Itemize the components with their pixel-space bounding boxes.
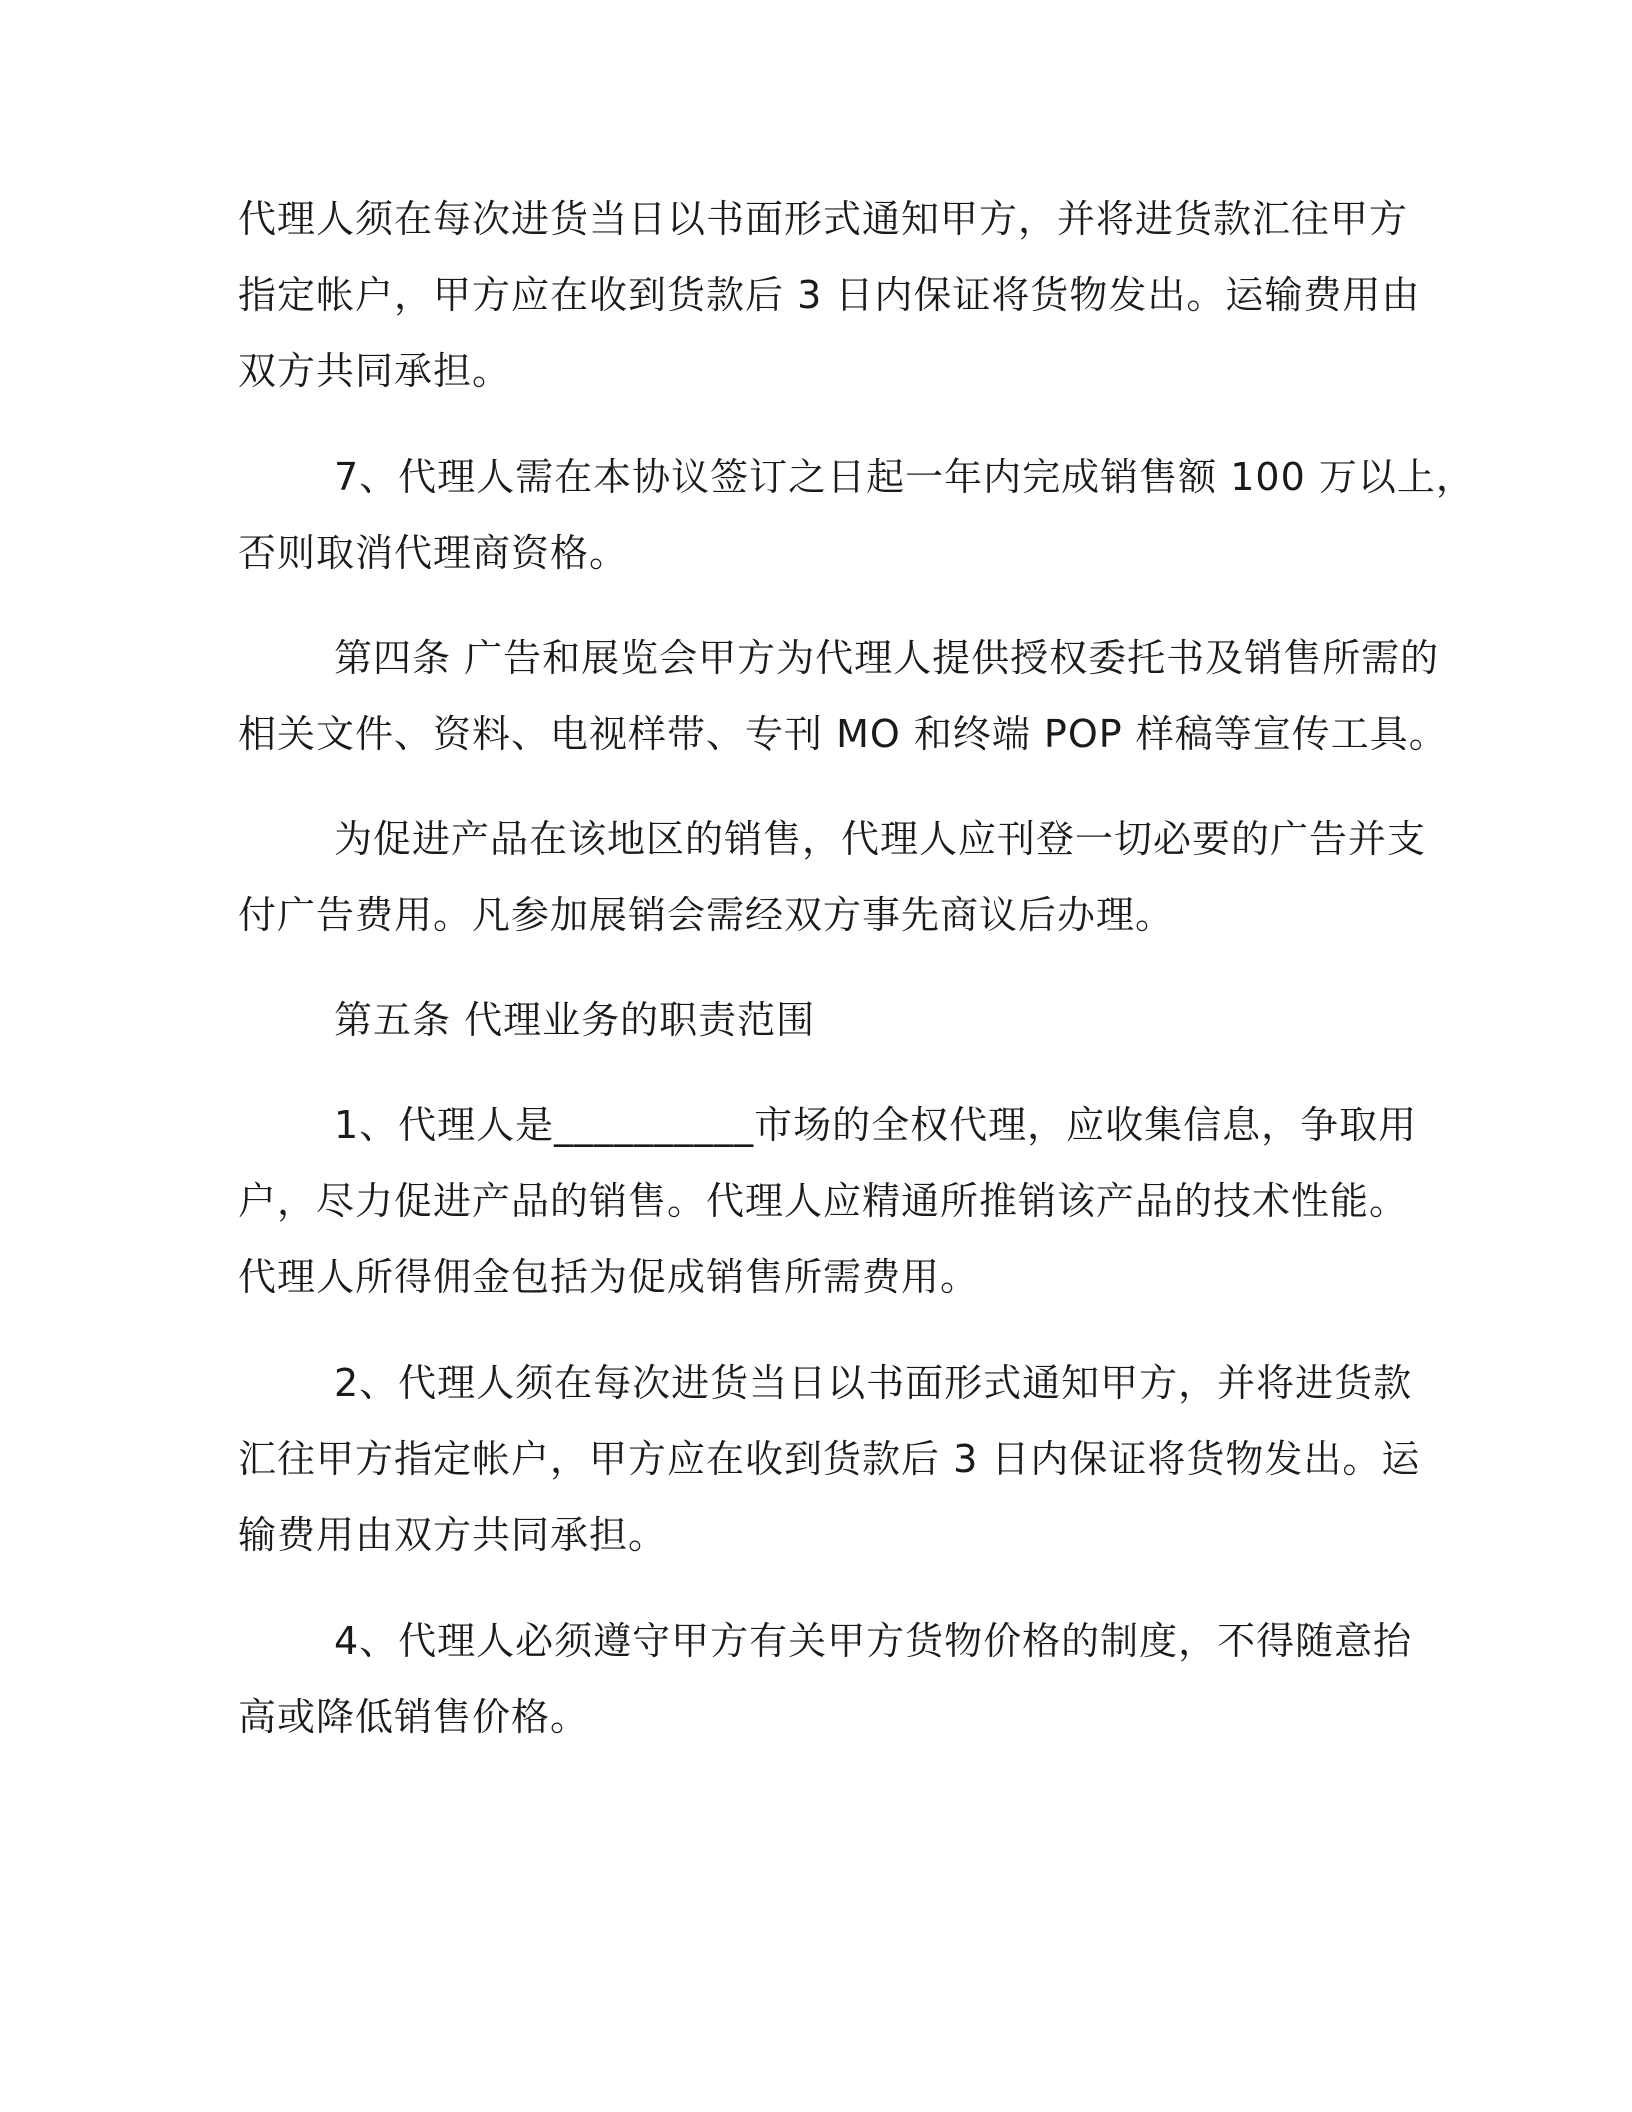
text-line: 相关文件、资料、电视样带、专刊 MO 和终端 POP 样稿等宣传工具。 bbox=[238, 712, 1448, 756]
text-line: 户，尽力促进产品的销售。代理人应精通所推销该产品的技术性能。 bbox=[238, 1179, 1409, 1223]
paragraph-duty-2 bbox=[238, 1345, 1421, 1573]
text-line: 第四条 广告和展览会甲方为代理人提供授权委托书及销售所需的 bbox=[334, 636, 1440, 680]
text-line: 第五条 代理业务的职责范围 bbox=[334, 998, 816, 1042]
text-line: 高或降低销售价格。 bbox=[238, 1695, 590, 1739]
text-line: 付广告费用。凡参加展销会需经双方事先商议后办理。 bbox=[238, 893, 1175, 937]
article-5-heading bbox=[238, 982, 1388, 1058]
paragraph-duty-4 bbox=[238, 1603, 1413, 1755]
text-line: 2、代理人须在每次进货当日以书面形式通知甲方，并将进货款 bbox=[334, 1361, 1413, 1405]
text-line: 指定帐户，甲方应在收到货款后 3 日内保证将货物发出。运输费用由 bbox=[238, 273, 1421, 317]
text-line: 输费用由双方共同承担。 bbox=[238, 1513, 668, 1557]
text-line: 1、代理人是__________市场的全权代理，应收集信息，争取用 bbox=[334, 1103, 1418, 1147]
text-line: 双方共同承担。 bbox=[238, 349, 512, 393]
text-line: 汇往甲方指定帐户，甲方应在收到货款后 3 日内保证将货物发出。运 bbox=[238, 1437, 1421, 1481]
text-line: 为促进产品在该地区的销售，代理人应刊登一切必要的广告并支 bbox=[334, 817, 1427, 861]
text-line: 代理人所得佣金包括为促成销售所需费用。 bbox=[238, 1255, 980, 1299]
paragraph-clause-7 bbox=[238, 439, 1475, 591]
paragraph-advertising bbox=[238, 801, 1427, 953]
text-line: 代理人须在每次进货当日以书面形式通知甲方，并将进货款汇往甲方 bbox=[238, 197, 1409, 241]
text-line: 否则取消代理商资格。 bbox=[238, 531, 629, 575]
paragraph-article-4 bbox=[238, 620, 1448, 772]
text-line: 7、代理人需在本协议签订之日起一年内完成销售额 100 万以上， bbox=[334, 455, 1475, 499]
paragraph-delivery-notice-continued bbox=[238, 181, 1421, 409]
paragraph-duty-1 bbox=[238, 1087, 1418, 1315]
text-line: 4、代理人必须遵守甲方有关甲方货物价格的制度，不得随意抬 bbox=[334, 1619, 1413, 1663]
